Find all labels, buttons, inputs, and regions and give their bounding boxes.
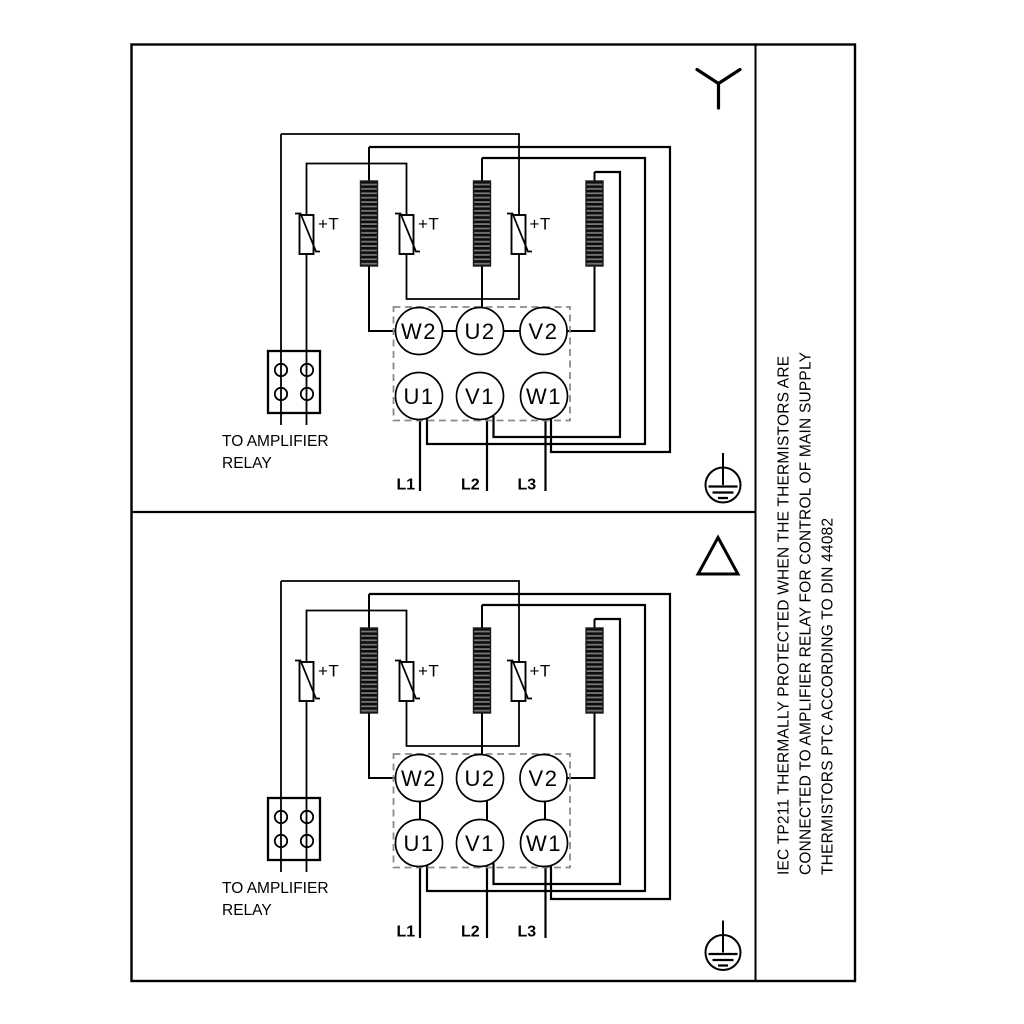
terminal-label-v1: V1 xyxy=(465,831,495,856)
earth-ground-icon xyxy=(706,453,741,503)
motor-winding-coil xyxy=(474,628,491,713)
terminal-label-w1: W1 xyxy=(526,384,562,409)
motor-winding-coil xyxy=(474,181,491,266)
relay-caption xyxy=(222,880,329,919)
terminal-label-u2: U2 xyxy=(464,319,496,344)
motor-winding-coil xyxy=(586,181,603,266)
thermistor-symbol xyxy=(295,661,320,702)
thermistor-label: +T xyxy=(418,661,440,681)
note-line-2: CONNECTED TO AMPLIFIER RELAY FOR CONTROL OF MAIN SUPPLY xyxy=(797,351,815,875)
terminal-label-w1: W1 xyxy=(526,831,562,856)
terminal-label-u1: U1 xyxy=(403,831,435,856)
thermistor-label: +T xyxy=(318,214,340,234)
motor-winding-coil xyxy=(361,181,378,266)
panel-delta xyxy=(222,538,741,971)
supply-label-l2: L2 xyxy=(461,476,480,494)
delta-circuit xyxy=(222,581,670,941)
delta-icon xyxy=(698,538,738,575)
relay-caption-line2: RELAY xyxy=(222,902,272,919)
supply-labels xyxy=(397,924,537,941)
thermistor-label: +T xyxy=(529,214,551,234)
thermistor-symbol xyxy=(395,661,420,702)
star-icon xyxy=(697,70,740,109)
thermistor-symbol xyxy=(507,661,532,702)
thermistor-label: +T xyxy=(318,661,340,681)
terminal-label-u1: U1 xyxy=(403,384,435,409)
terminal-label-u2: U2 xyxy=(464,766,496,791)
note-line-1: IEC TP211 THERMALLY PROTECTED WHEN THE THERMISTORS ARE xyxy=(775,355,793,875)
thermistor-symbol xyxy=(295,214,320,255)
amplifier-relay-terminal-block xyxy=(268,798,320,860)
thermistor-symbol xyxy=(507,214,532,255)
amplifier-relay-terminal-block xyxy=(268,351,320,413)
earth-ground-icon xyxy=(706,921,741,971)
note-column xyxy=(776,352,837,875)
motor-winding-coil xyxy=(586,628,603,713)
supply-label-l3: L3 xyxy=(517,476,537,494)
supply-label-l3: L3 xyxy=(517,923,537,941)
panel-star xyxy=(222,70,741,503)
delta-bridge-links xyxy=(420,800,545,821)
thermistor-label: +T xyxy=(418,214,440,234)
relay-caption xyxy=(222,433,329,472)
terminal-labels xyxy=(401,319,562,409)
thermistor-label: +T xyxy=(529,661,551,681)
relay-caption-line1: TO AMPLIFIER xyxy=(222,433,329,450)
terminal-label-w2: W2 xyxy=(401,766,437,791)
motor-winding-coil xyxy=(361,628,378,713)
terminal-label-w2: W2 xyxy=(401,319,437,344)
note-line-3: THERMISTORS PTC ACCORDING TO DIN 44082 xyxy=(819,517,837,875)
thermistor-symbol xyxy=(395,214,420,255)
terminal-labels xyxy=(401,766,562,856)
relay-caption-line1: TO AMPLIFIER xyxy=(222,880,329,897)
terminal-label-v2: V2 xyxy=(528,319,559,344)
supply-label-l1: L1 xyxy=(396,476,416,494)
supply-labels xyxy=(397,477,537,494)
relay-caption-line2: RELAY xyxy=(222,455,272,472)
supply-label-l1: L1 xyxy=(396,923,416,941)
terminal-label-v1: V1 xyxy=(465,384,495,409)
terminal-label-v2: V2 xyxy=(528,766,559,791)
supply-label-l2: L2 xyxy=(461,923,480,941)
